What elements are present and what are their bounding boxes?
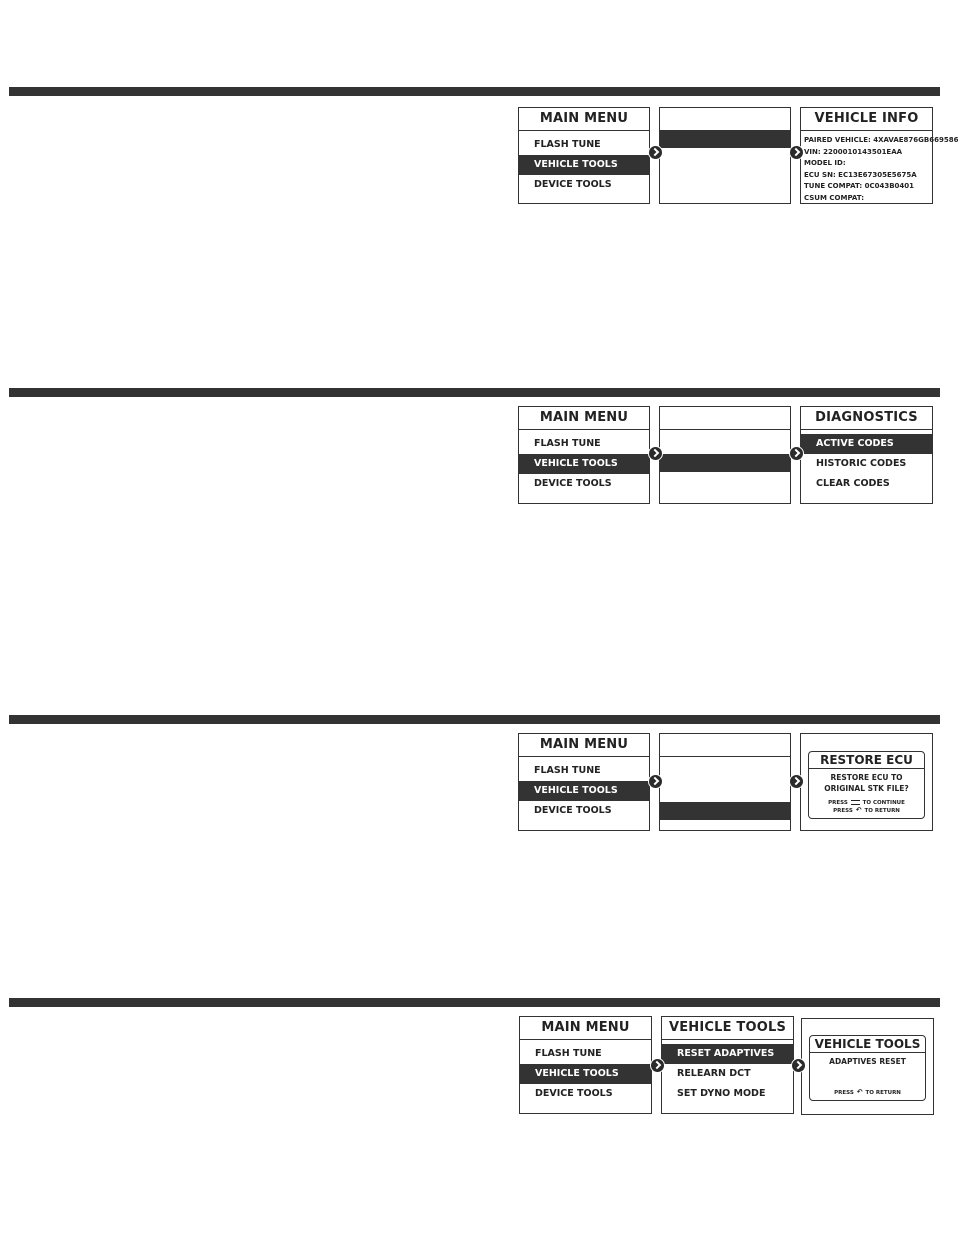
chevron-right-circle-icon bbox=[648, 446, 663, 461]
screen-title: MAIN MENU bbox=[519, 734, 649, 757]
return-label: TO RETURN bbox=[865, 1090, 901, 1096]
chevron-right-circle-icon bbox=[648, 774, 663, 789]
menu-item-vehicle-tools[interactable]: VEHICLE TOOLS bbox=[520, 1064, 651, 1084]
submenu-screen-1 bbox=[659, 107, 791, 204]
main-menu-screen-3 bbox=[518, 733, 650, 831]
vehicle-tools-screen bbox=[661, 1016, 794, 1114]
section-divider-2 bbox=[9, 388, 940, 397]
back-arrow-icon: ↶ bbox=[856, 1088, 863, 1096]
info-tune-compat: TUNE COMPAT: 0C043B0401 bbox=[804, 182, 915, 190]
menu-item-clear-codes[interactable]: CLEAR CODES bbox=[816, 478, 890, 489]
adaptives-reset-screen bbox=[801, 1018, 934, 1115]
selected-row-highlight bbox=[660, 130, 790, 148]
press-label: PRESS bbox=[833, 808, 853, 814]
return-label: TO RETURN bbox=[864, 808, 900, 814]
screen-title: VEHICLE INFO bbox=[801, 108, 932, 131]
submenu-screen-3 bbox=[659, 733, 791, 831]
info-paired-vehicle: PAIRED VEHICLE: 4XAVAE876GB669586 bbox=[804, 136, 958, 144]
dialog-message: RESTORE ECU TO ORIGINAL STK FILE? bbox=[824, 773, 909, 793]
menu-item-historic-codes[interactable]: HISTORIC CODES bbox=[816, 458, 907, 469]
dialog-title: RESTORE ECU bbox=[809, 752, 924, 769]
adaptives-reset-dialog bbox=[809, 1035, 926, 1101]
menu-item-active-codes[interactable]: ACTIVE CODES bbox=[801, 434, 932, 454]
menu-item-flash-tune[interactable]: FLASH TUNE bbox=[534, 139, 601, 150]
dialog-message: ADAPTIVES RESET bbox=[829, 1057, 906, 1066]
section-divider-3 bbox=[9, 715, 940, 724]
return-instruction bbox=[809, 807, 924, 815]
chevron-right-circle-icon bbox=[648, 145, 663, 160]
dialog-title: VEHICLE TOOLS bbox=[810, 1036, 925, 1053]
submenu-screen-2 bbox=[659, 406, 791, 504]
section-divider-4 bbox=[9, 998, 940, 1007]
info-model-id: MODEL ID: bbox=[804, 159, 846, 167]
press-label: PRESS bbox=[828, 800, 848, 806]
menu-item-reset-adaptives[interactable]: RESET ADAPTIVES bbox=[662, 1044, 793, 1064]
menu-item-device-tools[interactable]: DEVICE TOOLS bbox=[535, 1088, 613, 1099]
continue-label: TO CONTINUE bbox=[862, 800, 905, 806]
selected-row-highlight bbox=[660, 454, 790, 472]
back-arrow-icon: ↶ bbox=[855, 806, 862, 814]
info-ecu-sn: ECU SN: EC13E67305E5675A bbox=[804, 170, 917, 179]
menu-item-vehicle-tools[interactable]: VEHICLE TOOLS bbox=[519, 781, 649, 801]
info-csum-compat: CSUM COMPAT: bbox=[804, 193, 865, 202]
menu-item-device-tools[interactable]: DEVICE TOOLS bbox=[534, 805, 612, 816]
menu-item-flash-tune[interactable]: FLASH TUNE bbox=[535, 1048, 602, 1059]
screen-title: VEHICLE TOOLS bbox=[662, 1017, 793, 1040]
screen-title: MAIN MENU bbox=[519, 407, 649, 430]
menu-key-icon bbox=[851, 800, 860, 805]
screen-title: MAIN MENU bbox=[519, 108, 649, 131]
chevron-right-circle-icon bbox=[650, 1058, 665, 1073]
info-vin: VIN: 2200010143501EAA bbox=[804, 147, 903, 156]
main-menu-screen-2 bbox=[518, 406, 650, 504]
return-instruction bbox=[810, 1089, 925, 1097]
selected-row-highlight bbox=[660, 802, 790, 820]
menu-item-device-tools[interactable]: DEVICE TOOLS bbox=[534, 179, 612, 190]
chevron-right-circle-icon bbox=[791, 1058, 806, 1073]
menu-item-relearn-dct[interactable]: RELEARN DCT bbox=[677, 1068, 751, 1079]
menu-item-set-dyno-mode[interactable]: SET DYNO MODE bbox=[677, 1088, 766, 1099]
screen-title: DIAGNOSTICS bbox=[801, 407, 932, 430]
chevron-right-circle-icon bbox=[789, 145, 804, 160]
continue-instruction bbox=[809, 799, 924, 807]
section-divider-1 bbox=[9, 87, 940, 96]
screen-title: MAIN MENU bbox=[520, 1017, 651, 1040]
menu-item-vehicle-tools[interactable]: VEHICLE TOOLS bbox=[519, 454, 649, 474]
menu-item-vehicle-tools[interactable]: VEHICLE TOOLS bbox=[519, 155, 649, 175]
menu-item-flash-tune[interactable]: FLASH TUNE bbox=[534, 438, 601, 449]
menu-item-flash-tune[interactable]: FLASH TUNE bbox=[534, 765, 601, 776]
main-menu-screen-1 bbox=[518, 107, 650, 204]
chevron-right-circle-icon bbox=[789, 446, 804, 461]
menu-item-device-tools[interactable]: DEVICE TOOLS bbox=[534, 478, 612, 489]
chevron-right-circle-icon bbox=[789, 774, 804, 789]
main-menu-screen-4 bbox=[519, 1016, 652, 1114]
restore-ecu-screen bbox=[800, 733, 933, 831]
vehicle-info-screen bbox=[800, 107, 958, 204]
diagnostics-screen bbox=[800, 406, 933, 504]
press-label: PRESS bbox=[834, 1090, 854, 1096]
restore-ecu-dialog bbox=[808, 751, 925, 819]
